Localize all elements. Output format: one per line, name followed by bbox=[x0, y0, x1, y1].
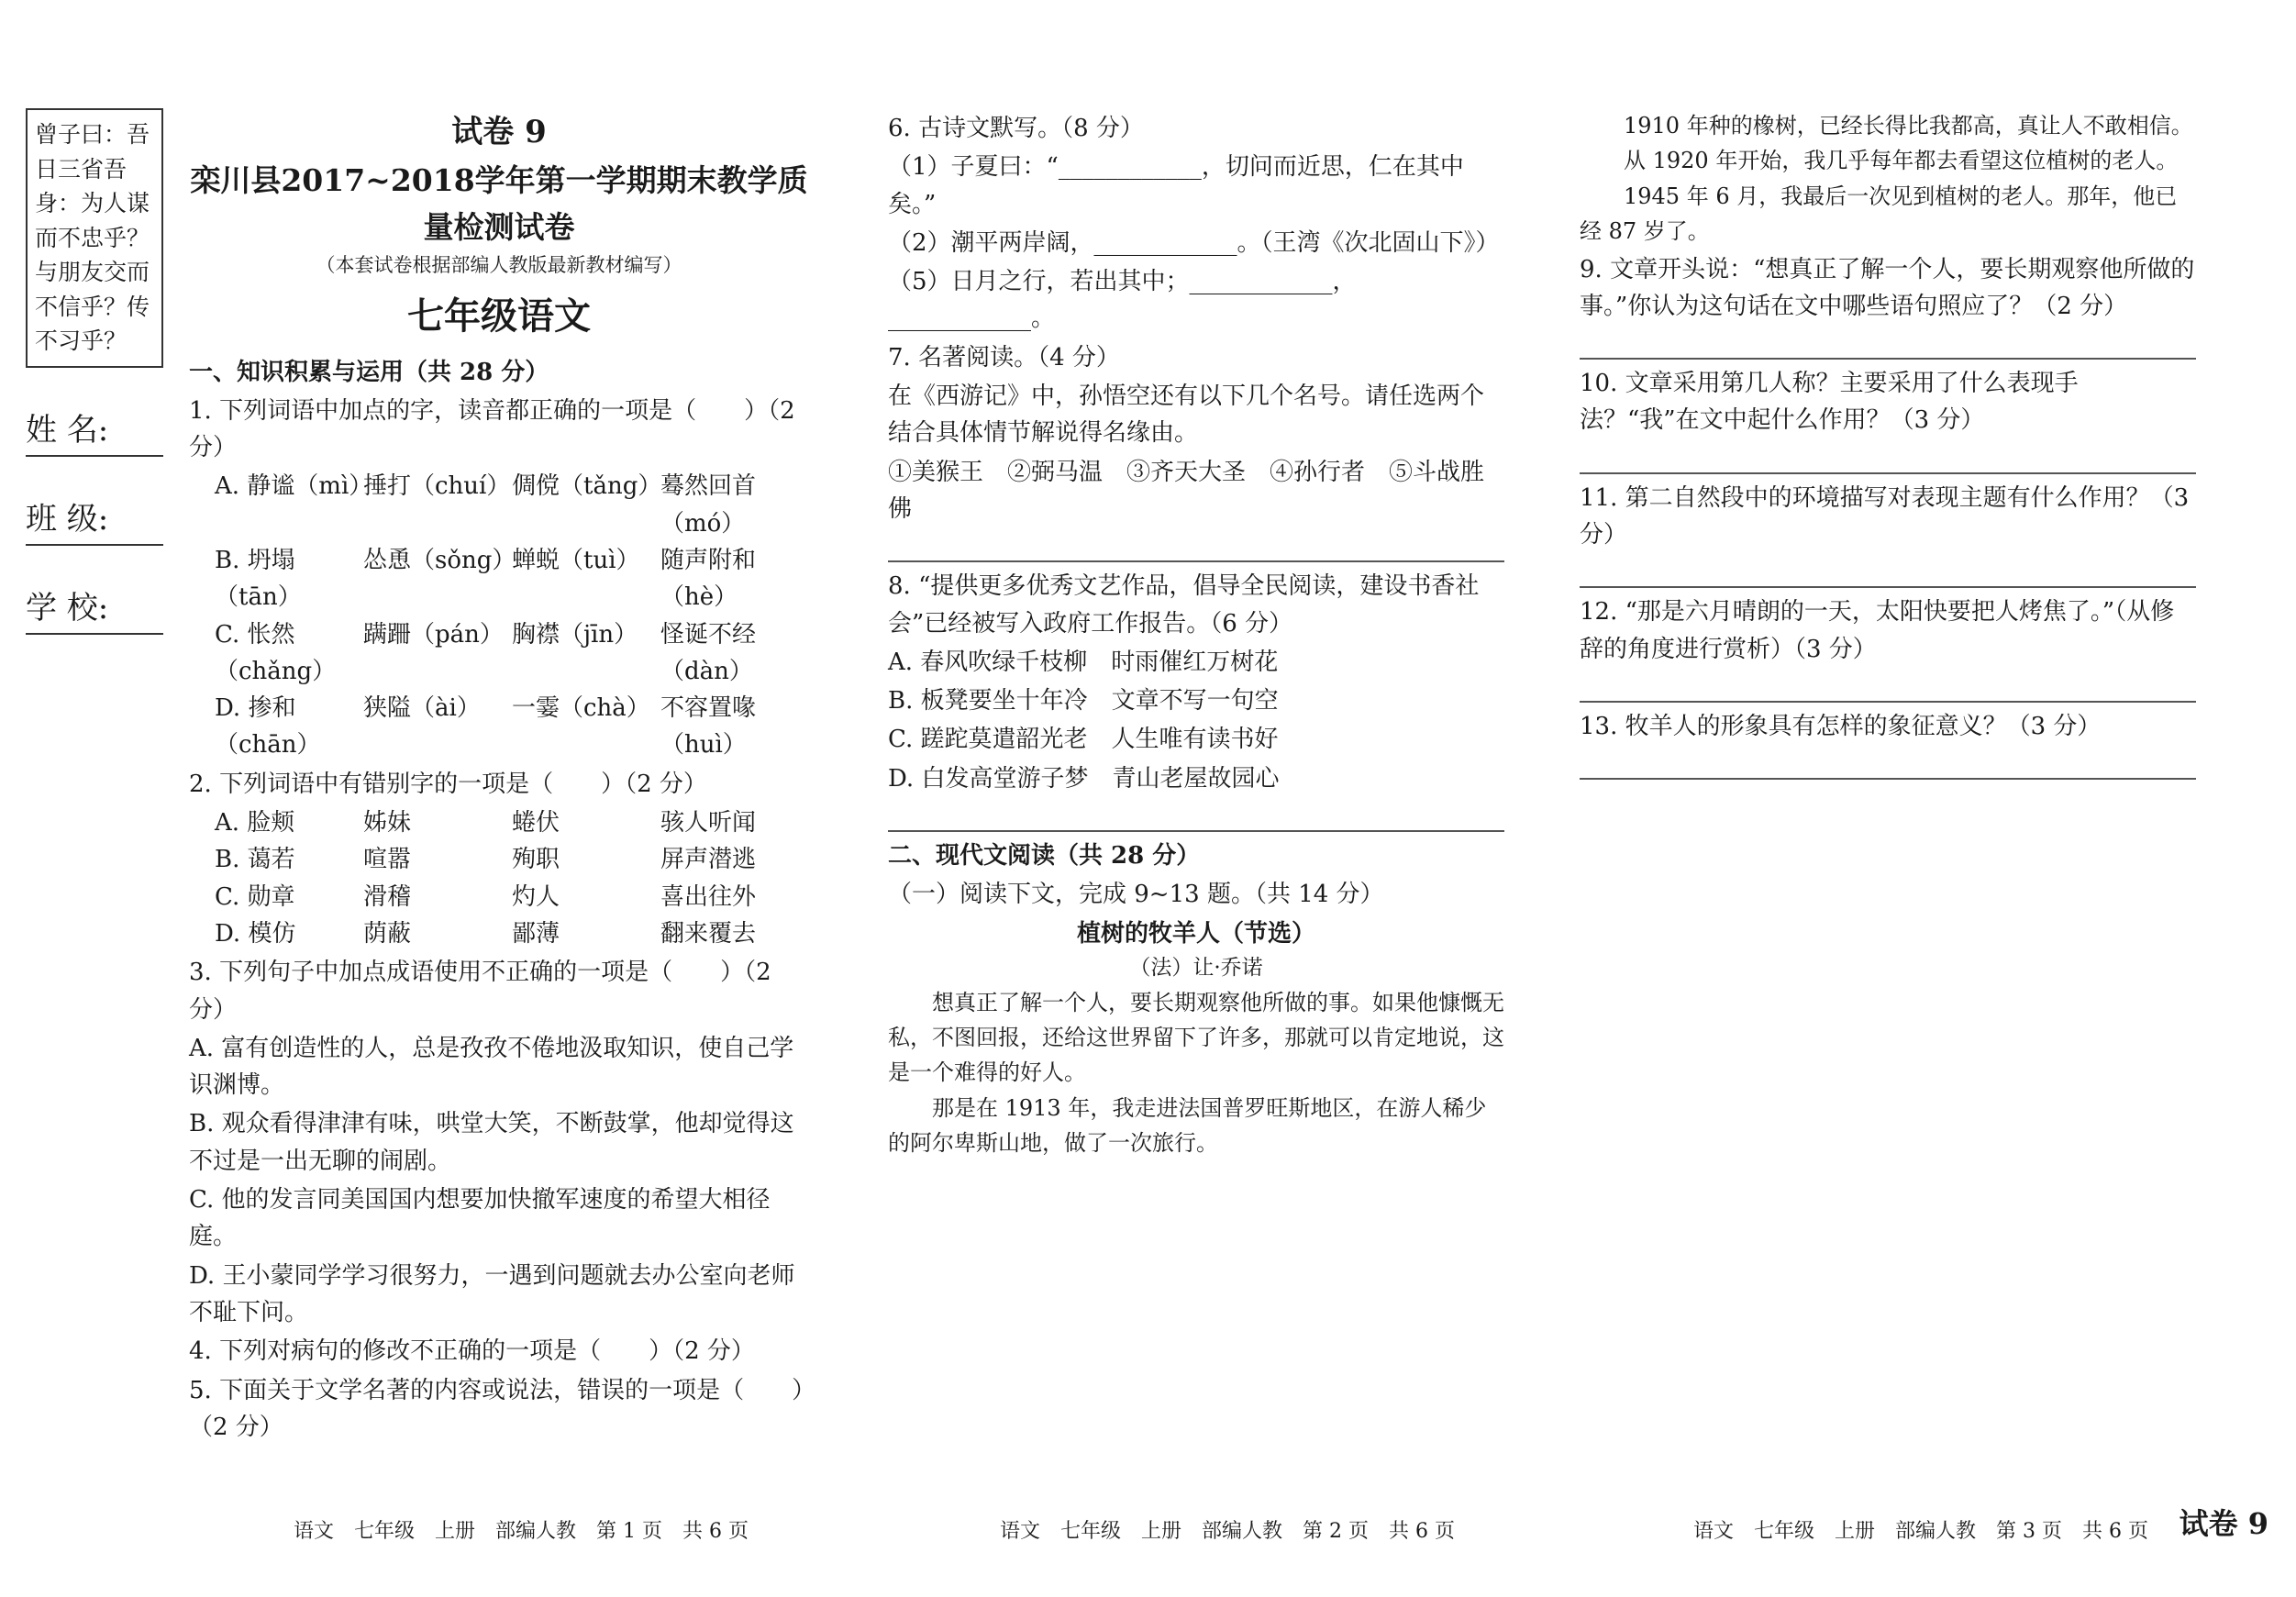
option: C. 怅然（chǎng） bbox=[215, 620, 337, 685]
option: 不容置喙（huì） bbox=[660, 694, 757, 760]
answer-line[interactable] bbox=[888, 533, 1504, 562]
section-heading: 一、知识积累与运用（共 28 分） bbox=[189, 358, 549, 386]
passage-paragraph: 从 1920 年开始，我几乎每年都去看望这位植树的老人。 bbox=[1624, 148, 2179, 174]
option: 喧嚣 bbox=[363, 846, 412, 874]
page-footer: 语文 七年级 上册 部编人教 第 2 页 共 6 页 bbox=[1000, 1520, 1455, 1543]
question-2: 2. 下列词语中有错别字的一项是（ ）（2 分） bbox=[189, 770, 707, 798]
q8-option: B. 板凳要坐十年冷 文章不写一句空 bbox=[888, 687, 1279, 715]
passage-title: 植树的牧羊人（节选） bbox=[1076, 919, 1315, 948]
question-6: 6. 古诗文默写。（8 分） bbox=[888, 115, 1144, 142]
subject-title: 七年级语文 bbox=[407, 294, 591, 338]
option: 蜷伏 bbox=[512, 809, 560, 837]
q7-text: 在《西游记》中，孙悟空还有以下几个名号。请任选两个结合具体情节解说得名缘由。 bbox=[888, 383, 1485, 448]
q3-option: C. 他的发言同美国国内想要加快撤军速度的希望大相径庭。 bbox=[189, 1186, 771, 1251]
page-2-column bbox=[888, 108, 1504, 1161]
answer-line[interactable] bbox=[1580, 445, 2196, 474]
option: 灼人 bbox=[512, 882, 560, 911]
passage-paragraph: 那是在 1913 年，我走进法国普罗旺斯地区，在游人稀少的阿尔卑斯山地，做了一次旅行。 bbox=[888, 1094, 1487, 1157]
q6-line: （5）日月之行，若出其中；____________，____________。 bbox=[888, 268, 1357, 333]
passage bbox=[888, 985, 1504, 1161]
option: 屏声潜逃 bbox=[660, 846, 757, 874]
passage-author: （法）让·乔诺 bbox=[1129, 955, 1263, 980]
option: D. 掺和（chān） bbox=[215, 694, 321, 760]
option: 狭隘（ài） bbox=[363, 694, 481, 723]
option: C. 勋章 bbox=[215, 882, 295, 911]
q3-option: A. 富有创造性的人，总是孜孜不倦地汲取知识，使自己学识渊博。 bbox=[189, 1034, 794, 1100]
question-5: 5. 下面关于文学名著的内容或说法，错误的一项是（ ）（2 分） bbox=[189, 1376, 804, 1441]
page-3-column bbox=[1580, 108, 2196, 785]
question-11: 11. 第二自然段中的环境描写对表现主题有什么作用？（3 分） bbox=[1580, 483, 2190, 549]
question-4: 4. 下列对病句的修改不正确的一项是（ ）（2 分） bbox=[189, 1337, 755, 1366]
sidebar-motto: 曾子曰：吾日三省吾身：为人谋而不忠乎？与朋友交而不信乎？传不习乎？ bbox=[26, 108, 163, 368]
question-10: 10. 文章采用第几人称？主要采用了什么表现手法？“我”在文中起什么作用？（3 分） bbox=[1580, 370, 2079, 435]
question-8: 8. “提供更多优秀文艺作品，倡导全民阅读，建设书香社会”已经被写入政府工作报告。（6 分） bbox=[888, 572, 1480, 638]
q1-options bbox=[189, 468, 809, 763]
question-3: 3. 下列句子中加点成语使用不正确的一项是（ ）（2 分） bbox=[189, 959, 771, 1024]
q7-options: ①美猴王 ②弼马温 ③齐天大圣 ④孙行者 ⑤斗战胜佛 bbox=[888, 458, 1485, 523]
reading-intro: （一）阅读下文，完成 9~13 题。（共 14 分） bbox=[888, 881, 1384, 909]
option: D. 模仿 bbox=[215, 919, 296, 948]
q2-options bbox=[189, 804, 809, 952]
option: A. 静谧（mì） bbox=[215, 472, 373, 501]
option: B. 坍塌（tān） bbox=[215, 547, 302, 612]
option: 随声附和（hè） bbox=[660, 547, 757, 612]
q3-option: D. 王小蒙同学学习很努力，一遇到问题就去办公室向老师不耻下问。 bbox=[189, 1261, 795, 1326]
answer-line[interactable] bbox=[1580, 673, 2196, 703]
option: 翻来覆去 bbox=[660, 919, 757, 948]
paper-corner-label: 试卷 9 bbox=[2179, 1506, 2268, 1541]
exam-header bbox=[189, 108, 809, 345]
q3-option: B. 观众看得津津有味，哄堂大笑，不断鼓掌，他却觉得这不过是一出无聊的闹剧。 bbox=[189, 1110, 794, 1175]
school-field-label: 学 校: bbox=[26, 582, 163, 635]
binding-sidebar bbox=[26, 108, 163, 1503]
option: 骇人听闻 bbox=[660, 809, 757, 837]
option: 倜傥（tǎng） bbox=[512, 472, 662, 501]
question-7: 7. 名著阅读。（4 分） bbox=[888, 343, 1120, 372]
option: 胸襟（jīn） bbox=[512, 620, 638, 649]
option: 怪诞不经（dàn） bbox=[660, 620, 757, 685]
answer-line[interactable] bbox=[888, 803, 1504, 832]
question-12: 12. “那是六月晴朗的一天，太阳快要把人烤焦了。”（从修辞的角度进行赏析）（3 分） bbox=[1580, 598, 2175, 663]
q8-option: C. 蹉跎莫遣韶光老 人生唯有读书好 bbox=[888, 726, 1279, 754]
option: 怂恿（sǒng） bbox=[363, 547, 516, 574]
question-13: 13. 牧羊人的形象具有怎样的象征意义？（3 分） bbox=[1580, 712, 2102, 740]
page-1-column bbox=[189, 108, 809, 1447]
page-footer: 语文 七年级 上册 部编人教 第 3 页 共 6 页 bbox=[1693, 1520, 2148, 1543]
q8-option: A. 春风吹绿千枝柳 时雨催红万树花 bbox=[888, 648, 1279, 676]
option: 荫蔽 bbox=[363, 919, 412, 948]
edition-note: （本套试卷根据部编人教版最新教材编写） bbox=[316, 253, 682, 276]
question-1: 1. 下列词语中加点的字，读音都正确的一项是（ ）（2 分） bbox=[189, 396, 795, 462]
option: 殉职 bbox=[512, 846, 560, 874]
option: B. 蔼若 bbox=[215, 846, 295, 874]
exam-title: 栾川县2017~2018学年第一学期期末教学质量检测试卷 bbox=[190, 161, 808, 245]
option: 鄙薄 bbox=[512, 919, 560, 948]
answer-line[interactable] bbox=[1580, 750, 2196, 780]
option: 蹒跚（pán） bbox=[363, 620, 504, 649]
section-heading: 二、现代文阅读（共 28 分） bbox=[888, 842, 1201, 871]
q6-line: （1）子夏曰：“____________，切问而近思，仁在其中矣。” bbox=[888, 153, 1464, 218]
option: A. 脸颊 bbox=[215, 809, 295, 837]
answer-line[interactable] bbox=[1580, 330, 2196, 360]
passage-paragraph: 想真正了解一个人，要长期观察他所做的事。如果他慷慨无私，不图回报，还给这世界留下了许多，那就可以肯定地说，这是一个难得的好人。 bbox=[888, 989, 1504, 1086]
answer-line[interactable] bbox=[1580, 559, 2196, 588]
option: 捶打（chuí） bbox=[363, 472, 511, 501]
q6-line: （2）潮平两岸阔，____________。（王湾《次北固山下》） bbox=[888, 228, 1500, 257]
option: 蝉蜕（tuì） bbox=[512, 547, 640, 574]
q8-option: D. 白发高堂游子梦 青山老屋故园心 bbox=[888, 764, 1280, 793]
passage-paragraph: 1910 年种的橡树，已经长得比我都高，真让人不敢相信。 bbox=[1624, 113, 2193, 139]
name-field-label: 姓 名: bbox=[26, 405, 163, 457]
class-field-label: 班 级: bbox=[26, 494, 163, 546]
option: 蓦然回首（mó） bbox=[660, 472, 757, 538]
question-9: 9. 文章开头说：“想真正了解一个人，要长期观察他所做的事。”你认为这句话在文中哪些语句照应了？（2 分） bbox=[1580, 255, 2195, 320]
page-footer: 语文 七年级 上册 部编人教 第 1 页 共 6 页 bbox=[294, 1520, 749, 1543]
option: 姊妹 bbox=[363, 809, 412, 837]
paper-badge: 试卷 9 bbox=[451, 114, 547, 150]
option: 滑稽 bbox=[363, 882, 412, 911]
option: 一霎（chà） bbox=[512, 694, 650, 723]
option: 喜出往外 bbox=[660, 882, 757, 911]
passage-paragraph: 1945 年 6 月，我最后一次见到植树的老人。那年，他已经 87 岁了。 bbox=[1580, 183, 2178, 245]
passage-continued bbox=[1580, 108, 2196, 250]
